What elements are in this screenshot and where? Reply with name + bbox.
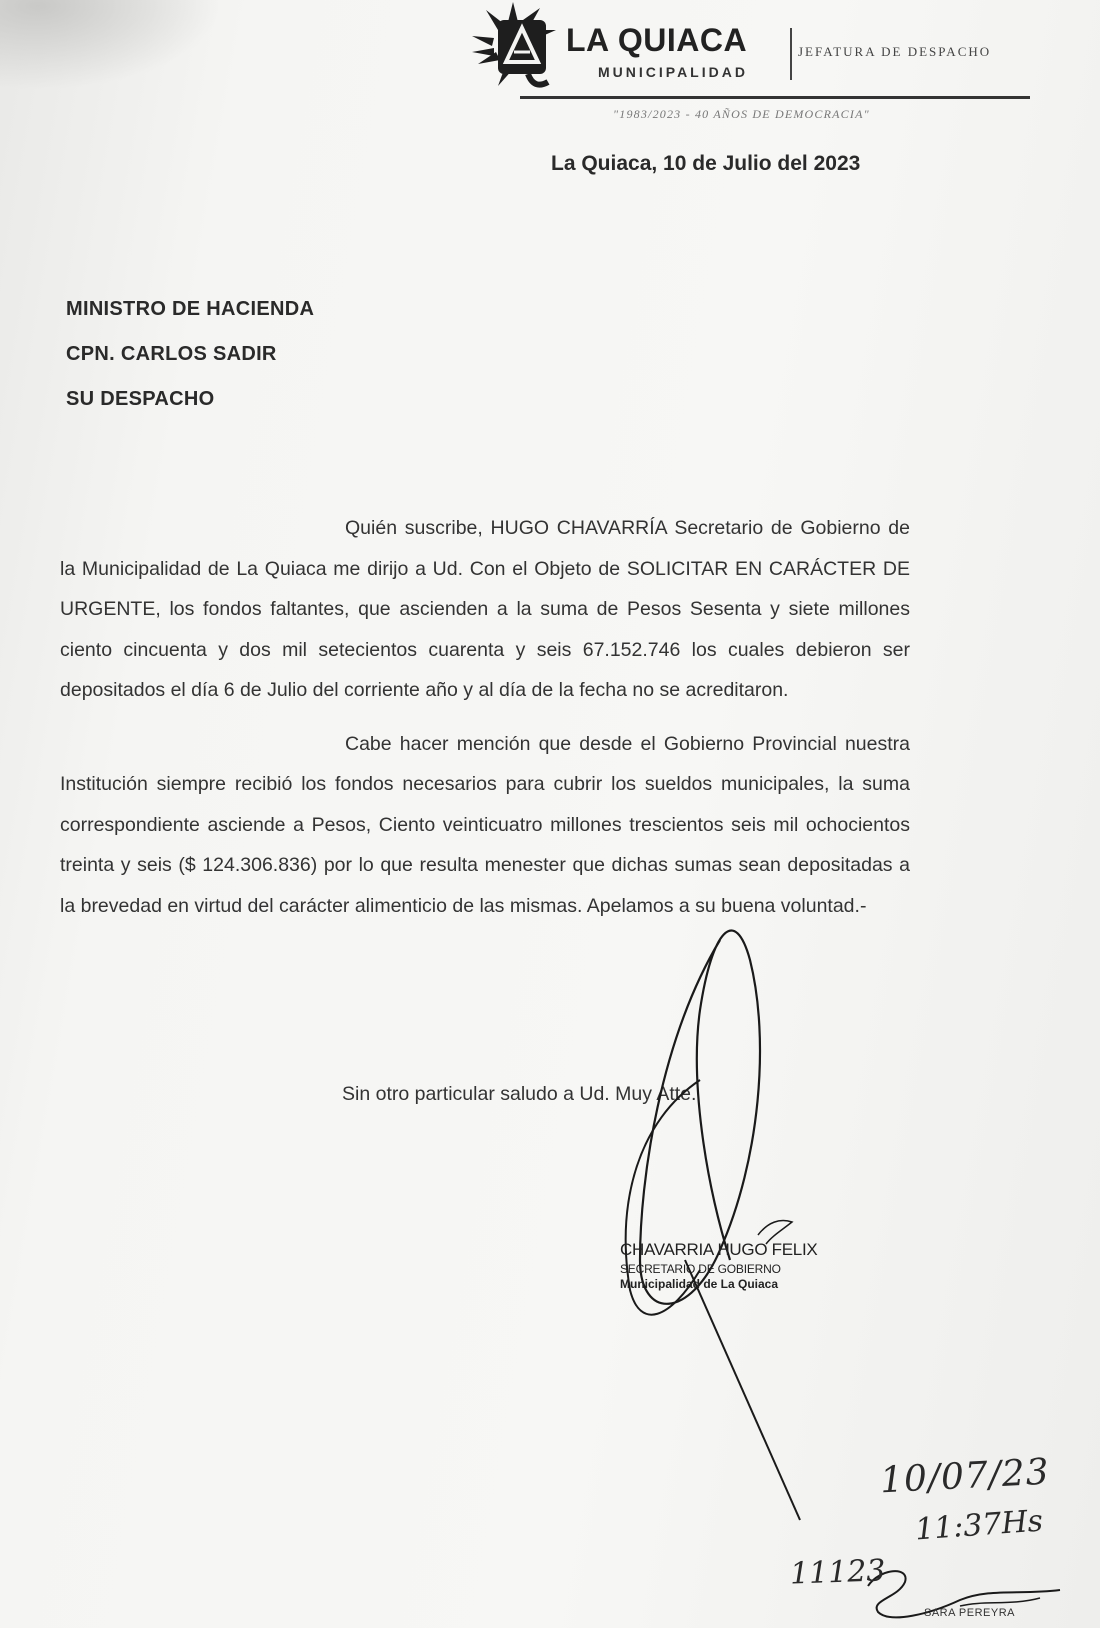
recipient-office: SU DESPACHO bbox=[66, 388, 215, 410]
closing-line: Sin otro particular saludo a Ud. Muy Atte. bbox=[342, 1083, 697, 1105]
recipient-title: MINISTRO DE HACIENDA bbox=[66, 298, 315, 320]
recipient-name: CPN. CARLOS SADIR bbox=[66, 343, 277, 365]
receipt-number: 11123 bbox=[789, 1553, 887, 1592]
body-paragraph-2: Cabe hacer mención que desde el Gobierno Provincial nuestra Institución siempre recibió los fondos necesarios para cubrir los sueldos municipales, la suma correspondiente asciende a Pesos, Ciento veinticuatro millones trescientos seis mil ochocientos treinta y seis ($ 124.306.836) por lo que resulta menester que dichas sumas sean depositadas a la brevedad en virtud del carácter alimenticio de las mismas. Apelamos a su buena voluntad.- bbox=[60, 732, 910, 917]
letter-date: La Quiaca, 10 de Julio del 2023 bbox=[551, 152, 861, 175]
letterhead bbox=[468, 0, 1028, 140]
receipt-time: 11:37Hs bbox=[913, 1503, 1045, 1548]
stamp-name: CHAVARRIA HUGO FELIX bbox=[620, 1240, 818, 1259]
brand-subtitle: MUNICIPALIDAD bbox=[598, 64, 748, 80]
receiver-name: SARA PEREYRA bbox=[924, 1607, 1015, 1619]
department-name: JEFATURA DE DESPACHO bbox=[798, 44, 992, 59]
header-rule bbox=[520, 96, 1030, 99]
body-paragraph-1: Quién suscribe, HUGO CHAVARRÍA Secretario de Gobierno de la Municipalidad de La Quiaca me dirijo a Ud. Con el Objeto de SOLICITAR EN CARÁCTER DE URGENTE, los fondos faltantes, que ascienden a la suma de Pesos Sesenta y siete millones ciento cincuenta y dos mil setecientos cuarenta y seis 67.152.746 los cuales debieron ser depositados el día 6 de Julio del corriente año y al día de la fecha no se acreditaron. bbox=[60, 517, 910, 701]
signature-stamp bbox=[620, 1240, 840, 1291]
motto: "1983/2023 - 40 AÑOS DE DEMOCRACIA" bbox=[613, 107, 870, 121]
letter-body bbox=[60, 508, 910, 926]
scan-shadow bbox=[0, 0, 220, 90]
stamp-organization: Municipalidad de La Quiaca bbox=[620, 1277, 779, 1291]
recipient-block bbox=[66, 298, 314, 433]
receipt-date: 10/07/23 bbox=[879, 1451, 1051, 1502]
stamp-title: SECRETARIO DE GOBIERNO bbox=[620, 1262, 781, 1276]
header-divider bbox=[790, 28, 792, 80]
municipality-logo-icon bbox=[468, 0, 563, 95]
brand-name: LA QUIACA bbox=[566, 22, 748, 58]
